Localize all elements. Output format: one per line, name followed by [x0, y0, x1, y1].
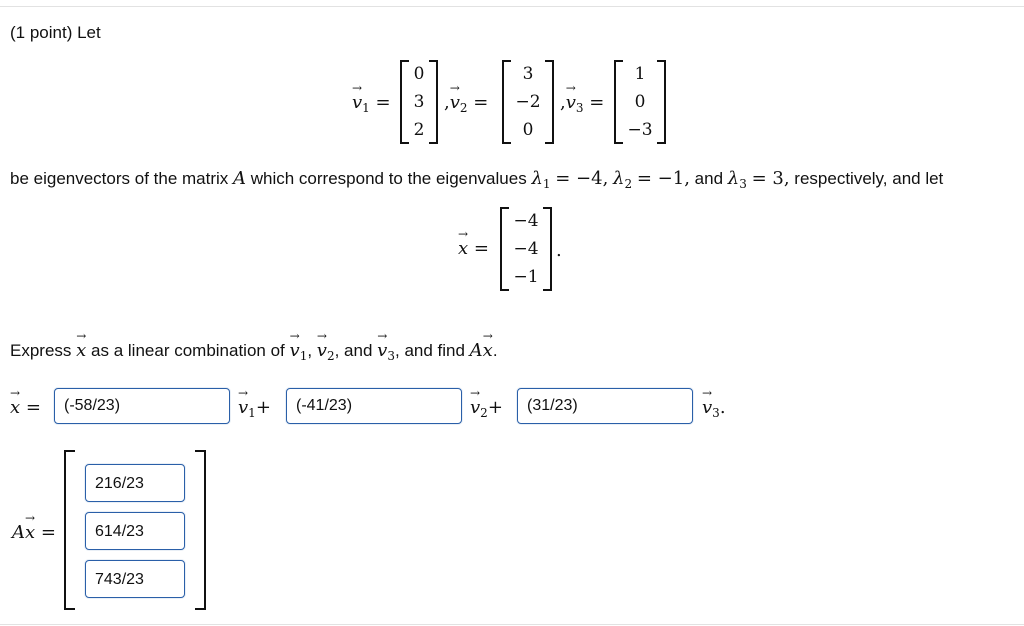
v3-end-label: → $v_3$. — [702, 397, 726, 418]
ax-matrix — [64, 450, 206, 610]
v2-entry: 3 — [522, 64, 534, 84]
period: . — [556, 240, 562, 261]
lambda2-value: −1, — [657, 168, 690, 189]
sentence-part: be eigenvectors of the matrix — [10, 169, 229, 188]
v1-entry: 2 — [413, 120, 425, 140]
right-bracket — [195, 450, 206, 610]
coefficient-2-input[interactable]: (-41/23) — [286, 388, 462, 424]
matrix-name: A — [233, 168, 247, 189]
problem-intro: (1 point) Let — [10, 23, 101, 42]
ax-entry-2-input[interactable]: 614/23 — [85, 512, 185, 550]
x-entry: −4 — [513, 211, 539, 231]
lambda3-value: 3, — [772, 168, 790, 189]
v1-label: → $v_1$ = — [352, 92, 391, 113]
v3-entry: 0 — [634, 92, 646, 112]
ax-label: A→ x = — [12, 522, 56, 543]
v1-entry: 0 — [413, 64, 425, 84]
v1-entry: 3 — [413, 92, 425, 112]
sentence-part: and — [694, 169, 724, 188]
v1-plus-label: → $v_1+$ — [238, 397, 271, 418]
sentence-part: as a linear combination of — [91, 341, 285, 360]
top-divider — [0, 6, 1024, 7]
x-entry: −1 — [513, 267, 539, 287]
v2-entry: 0 — [522, 120, 534, 140]
left-bracket — [64, 450, 75, 610]
lambda1-value: −4, — [576, 168, 609, 189]
eigen-sentence: be eigenvectors of the matrix A which correspond to the eigenvalues $\lambda_1 = -4$, $\lambda_2 = -1$, and $\lambda_3 = 3$, respectively, and let — [10, 168, 944, 191]
coefficient-1-input[interactable]: (-58/23) — [54, 388, 230, 424]
sentence-part: and find — [404, 341, 465, 360]
x-equals-label: → x = — [10, 397, 41, 418]
v1-vector — [400, 60, 438, 144]
v2-label: ,→ $v_2$ = — [444, 92, 488, 113]
sentence-part: Express — [10, 341, 72, 360]
x-label: → x = — [458, 238, 489, 259]
x-entry: −4 — [513, 239, 539, 259]
v2-entry: −2 — [515, 92, 541, 112]
sentence-part: which correspond to the eigenvalues — [250, 169, 527, 188]
v3-label: ,→ $v_3$ = — [560, 92, 604, 113]
ax-entry-3-input[interactable]: 743/23 — [85, 560, 185, 598]
v2-plus-label: → $v_2+$ — [470, 397, 503, 418]
v3-entry: −3 — [627, 120, 653, 140]
bottom-divider — [0, 624, 1024, 625]
ax-entry-1-input[interactable]: 216/23 — [85, 464, 185, 502]
x-vector — [500, 207, 552, 291]
coefficient-3-input[interactable]: (31/23) — [517, 388, 693, 424]
v3-vector — [614, 60, 666, 144]
v3-entry: 1 — [634, 64, 646, 84]
express-sentence: Express → x as a linear combination of → $v_1$, → $v_2$, and → $v_3$, and find A→ x. — [10, 340, 498, 361]
sentence-part: respectively, and let — [794, 169, 944, 188]
v2-vector — [502, 60, 554, 144]
